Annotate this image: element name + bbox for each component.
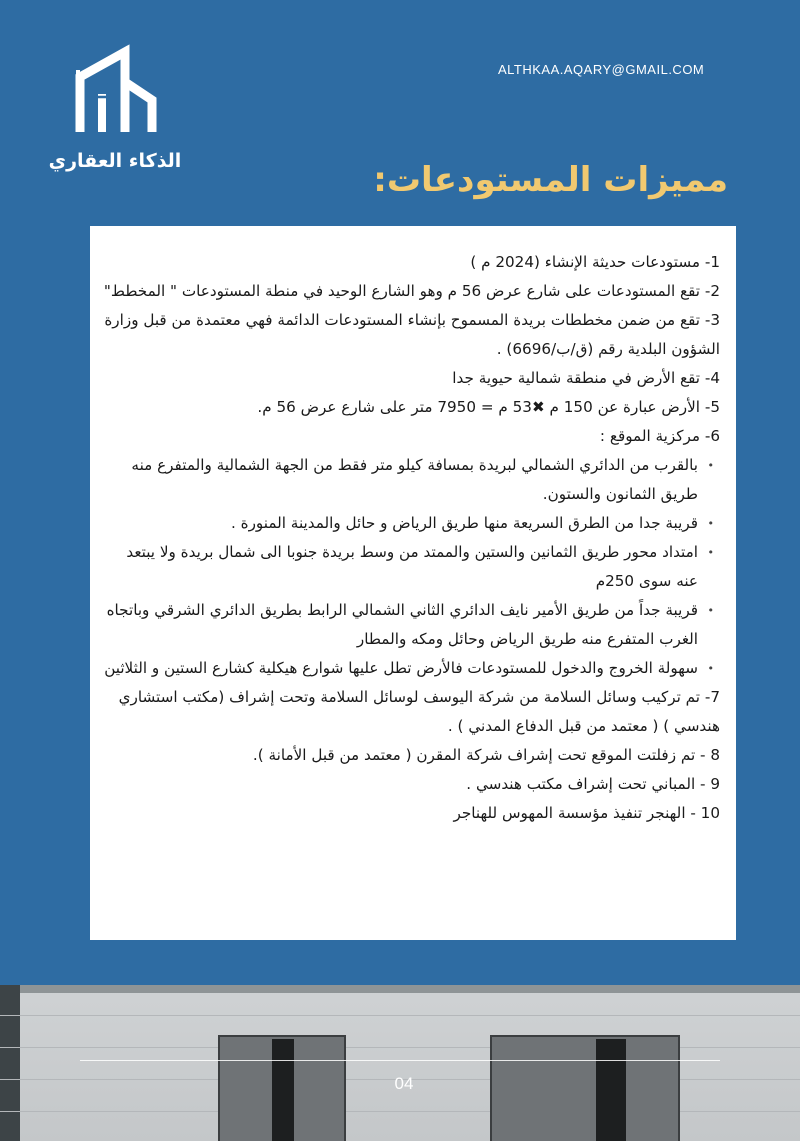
feature-item-4: 4- تقع الأرض في منطقة شمالية حيوية جدا <box>452 369 720 387</box>
panel-seam <box>0 1015 800 1016</box>
location-bullet: • قريبة جدا من الطرق السريعة منها طريق الرياض و حائل والمدينة المنورة . <box>100 509 698 538</box>
features-card <box>90 226 736 940</box>
feature-item-3: 3- تقع من ضمن مخططات بريدة المسموح بإنشاء المستودعات الدائمة فهي معتمدة من قبل وزارة الشؤون البلدية رقم (ق/ب/6696) . <box>104 311 720 358</box>
warehouse-door <box>490 1035 680 1141</box>
location-bullet: • امتداد محور طريق الثمانين والستين والممتد من وسط بريدة جنوبا الى شمال بريدة ولا يبتعد عنه سوى 250م <box>100 538 698 596</box>
brand-name: الذكاء العقاري <box>48 150 182 172</box>
location-bullet: • سهولة الخروج والدخول للمستودعات فالأرض تطل عليها شوارع هيكلية كشارع الستين و الثلاثين <box>100 654 698 683</box>
feature-item-6: 6- مركزية الموقع : <box>599 427 720 445</box>
location-bullets <box>100 451 720 683</box>
shadow-area <box>0 985 20 1141</box>
footer-divider <box>80 1060 720 1061</box>
feature-item-7: 7- تم تركيب وسائل السلامة من شركة اليوسف لوسائل السلامة وتحت إشراف (مكتب استشاري هندسي ) ( معتمد من قبل الدفاع المدني ) . <box>118 688 720 735</box>
feature-item-2: 2- تقع المستودعات على شارع عرض 56 م وهو الشارع الوحيد في منطة المستودعات " المخطط" <box>103 282 720 300</box>
feature-item-9: 9 - المباني تحت إشراف مكتب هندسي . <box>466 775 720 793</box>
location-bullet: • بالقرب من الدائري الشمالي لبريدة بمسافة كيلو متر فقط من الجهة الشمالية والمتفرع منه طريق الثمانون والستون. <box>100 451 698 509</box>
panel-seam <box>0 1111 800 1112</box>
location-bullet: • قريبة جداً من طريق الأمير نايف الدائري الثاني الشمالي الرابط بطريق الدائري الشرقي وباتجاه الغرب المتفرع منه طريق الرياض وحائل ومكه والمطار <box>100 596 698 654</box>
feature-item-10: 10 - الهنجر تنفيذ مؤسسة المهوس للهناجر <box>453 804 720 822</box>
features-list <box>100 248 720 828</box>
panel-seam <box>0 1047 800 1048</box>
page-number: 04 <box>394 1074 414 1093</box>
warehouse-photo <box>0 985 800 1141</box>
feature-item-8: 8 - تم زفلتت الموقع تحت إشراف شركة المقرن ( معتمد من قبل الأمانة ). <box>252 746 720 764</box>
door-opening <box>272 1039 294 1141</box>
feature-item-1: 1- مستودعات حديثة الإنشاء (2024 م ) <box>470 253 720 271</box>
feature-item-5: 5- الأرض عبارة عن 150 م ✖53 م = 7950 متر على شارع عرض 56 م. <box>257 398 720 416</box>
page-title: مميزات المستودعات: <box>373 160 728 200</box>
door-opening <box>596 1039 626 1141</box>
roof-edge <box>0 985 800 993</box>
contact-email[interactable]: ALTHKAA.AQARY@GMAIL.COM <box>498 62 705 77</box>
